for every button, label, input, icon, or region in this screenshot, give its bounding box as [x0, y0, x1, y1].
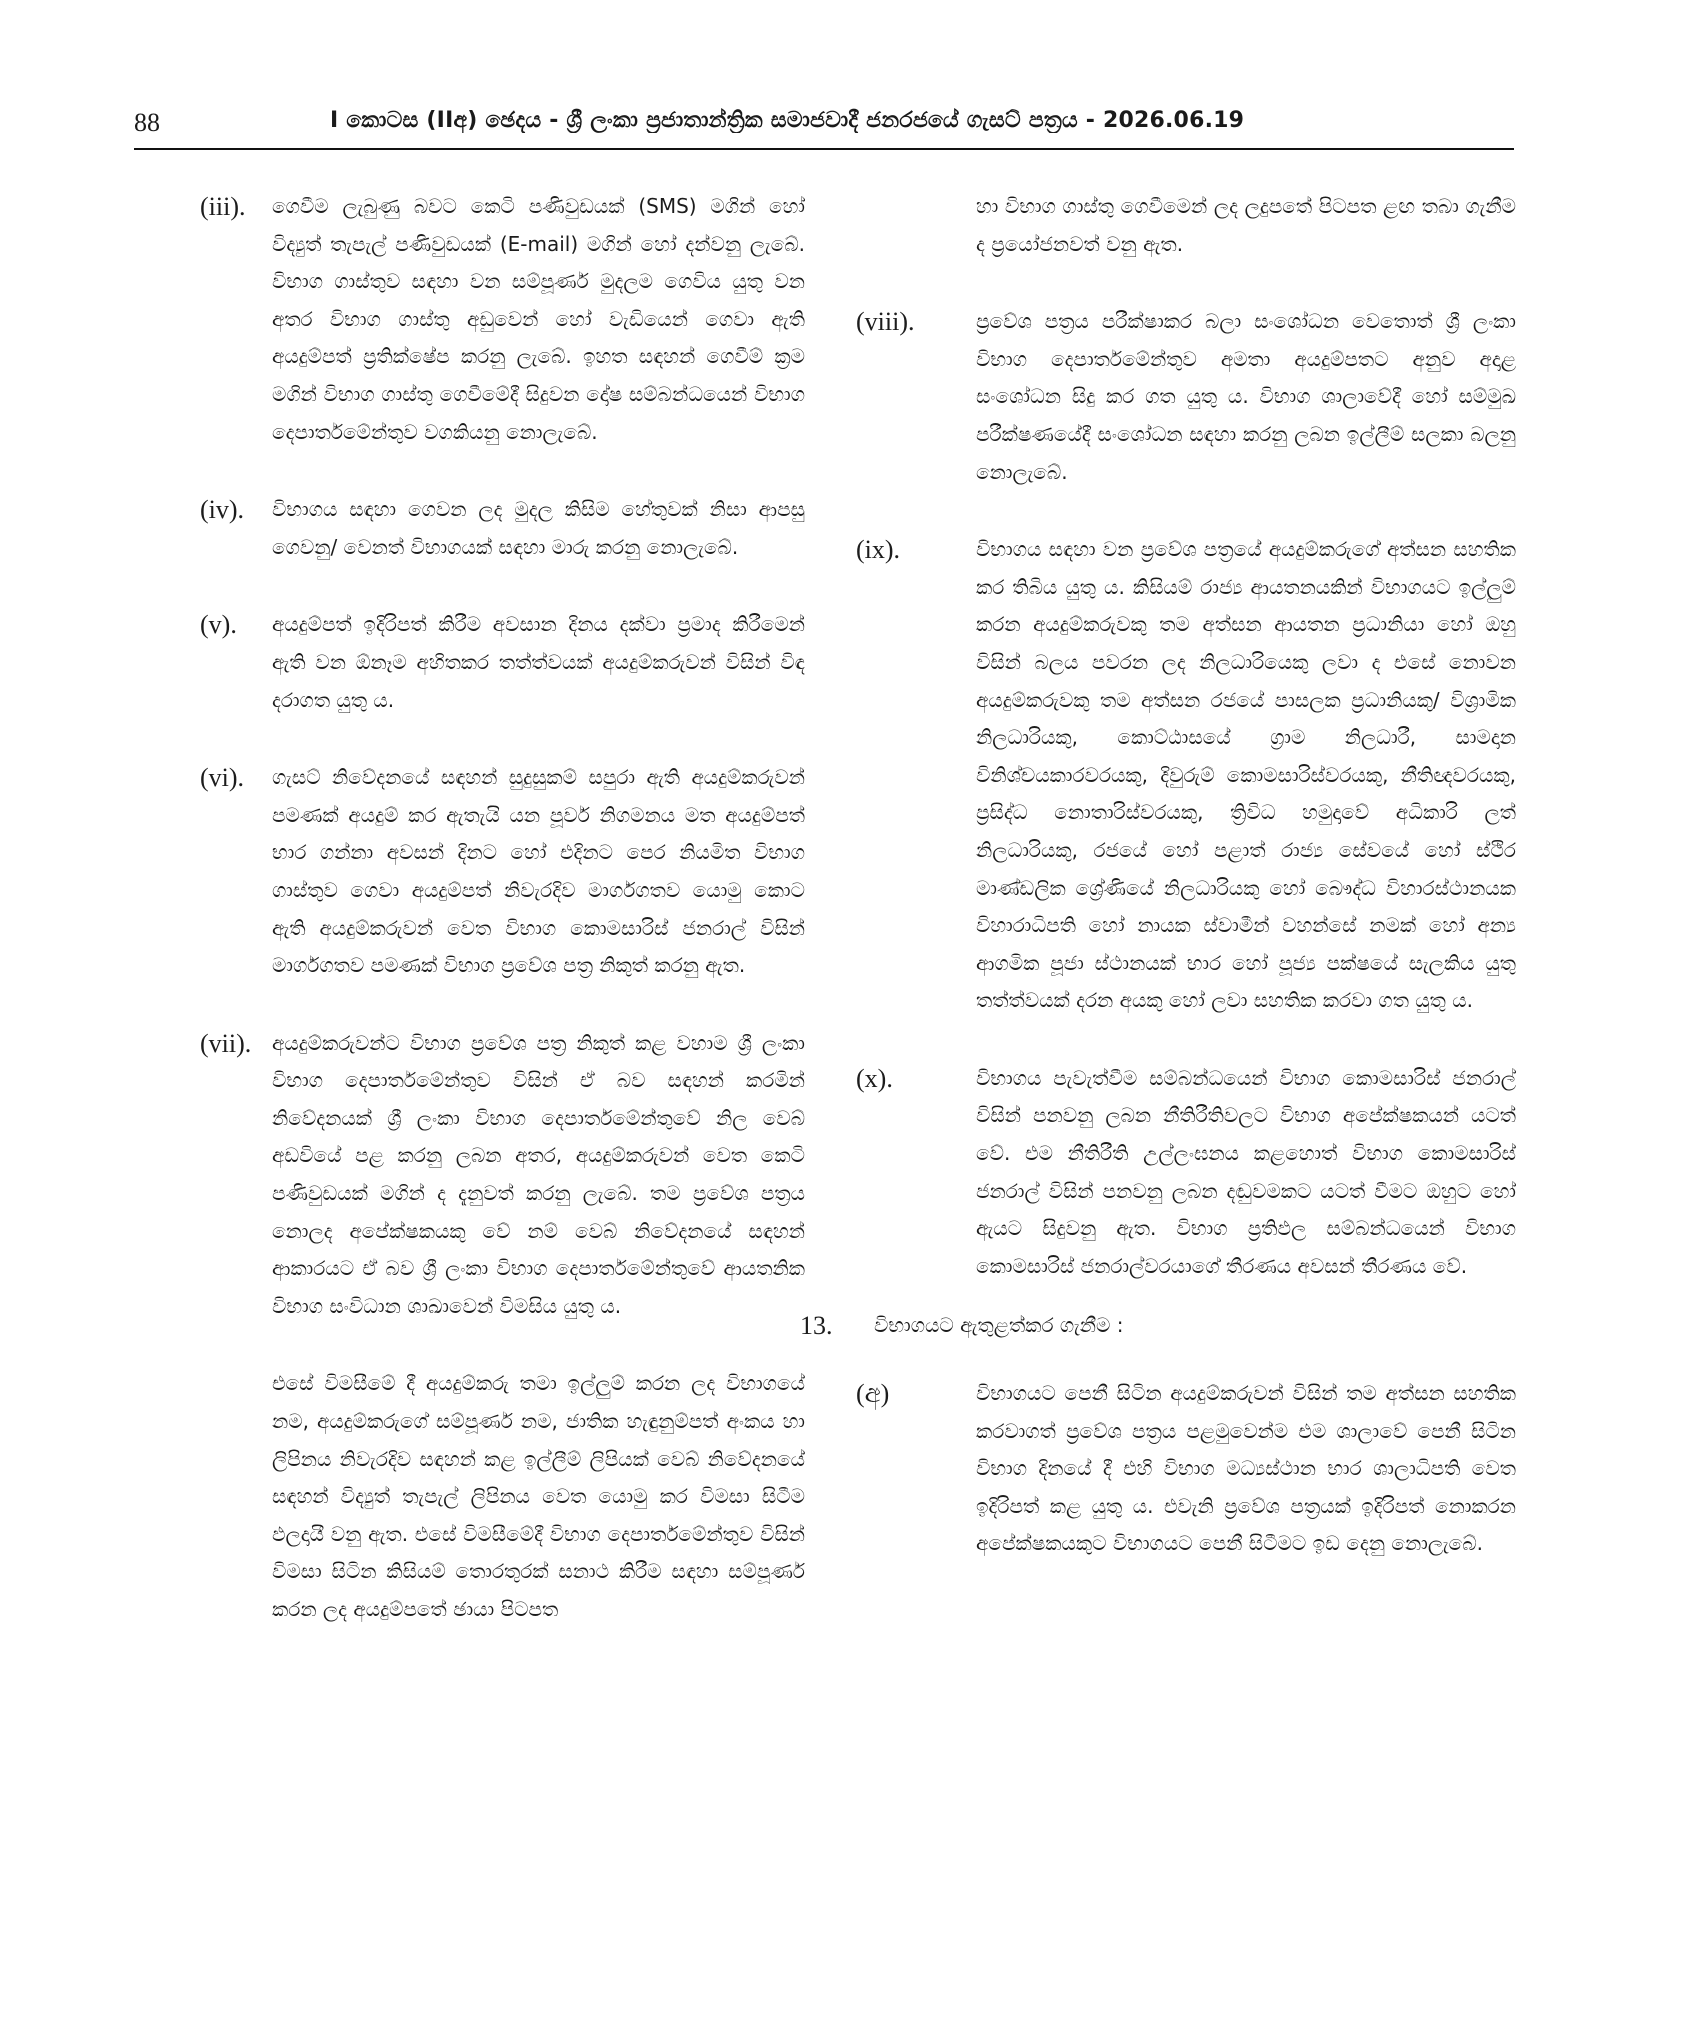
clause-v	[200, 606, 805, 719]
gazette-title: I කොටස (IIඅ) ඡෙදය - ශ්‍රී ලංකා ප්‍රජාතාන්ත්‍රික සමාජවාදී ජනරජයේ ගැසට් පත්‍රය - 2026.06.19	[330, 108, 1245, 133]
section-13-heading	[800, 1307, 1516, 1345]
clause-marker: (v).	[200, 610, 237, 640]
section-number: 13.	[800, 1311, 833, 1341]
clause-marker: (vi).	[200, 763, 245, 793]
clause-x	[856, 1060, 1516, 1286]
clause-a	[856, 1375, 1516, 1563]
left-column	[200, 188, 805, 1968]
header-rule	[134, 148, 1514, 150]
clause-text: ගෙවීම ලැබුණු බවට කෙටි පණිවුඩයක් (SMS) මගින් හෝ විද්‍යුත් තැපැල් පණිවුඩයක් (E-mail) මගින් හෝ දන්වනු ලැබේ. විභාග ගාස්තුව සඳහා වන සම්පූර්ණ මුදලම ගෙවිය යුතු වන අතර විභාග ගාස්තු අඩුවෙන් හෝ වැඩියෙන් ගෙවා ඇති අයදුම්පත් ප්‍රතික්ෂේප කරනු ලැබේ. ඉහත සඳහන් ගෙවීම් ක්‍රම මගින් විභාග ගාස්තු ගෙවීමේදී සිදුවන දෝෂ සම්බන්ධයෙන් විභාග දෙපාර්තමේන්තුව වගකියනු නොලැබේ.	[272, 194, 805, 444]
clause-text: ප්‍රවේශ පත්‍රය පරීක්ෂාකර බලා සංශෝධන වෙතොත් ශ්‍රී ලංකා විභාග දෙපාර්තමේන්තුව අමතා අයදුම්පතට අනුව අදාළ සංශෝධන සිදු කර ගත යුතු ය. විභාග ශාලාවේදී හෝ සම්මුඛ පරීක්ෂණයේදී සංශෝධන සඳහා කරනු ලබන ඉල්ලීම් සලකා බලනු නොලැබේ.	[976, 309, 1516, 484]
clause-text: ගැසට් නිවේදනයේ සඳහන් සුදුසුකම් සපුරා ඇති අයදුම්කරුවන් පමණක් අයදුම් කර ඇතැයි යන පූර්ව නිගමනය මත අයදුම්පත් භාර ගන්නා අවසන් දිනට හෝ එදිනට පෙර නියමිත විභාග ගාස්තුව ගෙවා අයදුම්පත් නිවැරදිව මාර්ගගතව යොමු කොට ඇති අයදුම්කරුවන් වෙත විභාග කොමසාරිස් ජනරාල් විසින් මාර්ගගතව පමණක් විභාග ප්‍රවේශ පත්‍ර නිකුත් කරනු ඇත.	[272, 765, 805, 978]
clause-vii-continued: එසේ විමසීමේ දී අයදුම්කරු තමා ඉල්ලුම් කරන ලද විභාගයේ නම, අයදුම්කරුගේ සම්පූර්ණ නම, ජාතික හැඳුනුම්පත් අංකය හා ලිපිනය නිවැරදිව සඳහන් කළ ඉල්ලීම් ලිපියක් වෙබ් නිවේදනයේ සඳහන් විද්‍යුත් තැපැල් ලිපිනය වෙත යොමු කර විමසා සිටීම ඵලදායී වනු ඇත. එසේ විමසීමේදී විභාග දෙපාර්තමේන්තුව විසින් විමසා සිටින කිසියම් තොරතුරක් සනාථ කිරීම සඳහා සම්පූර්ණ කරන ලද අයදුම්පතේ ඡායා පිටපත	[272, 1371, 805, 1621]
clause-iv	[200, 491, 805, 566]
page-number: 88	[134, 108, 160, 137]
clause-iii	[200, 188, 805, 451]
clause-vi	[200, 759, 805, 985]
clause-vii	[200, 1025, 805, 1326]
right-column	[800, 188, 1516, 1968]
clause-vii-end: හා විභාග ගාස්තු ගෙවීමෙන් ලද ලදුපතේ පිටපත ළඟ තබා ගැනීම ද ප්‍රයෝජනවත් වනු ඇත.	[976, 194, 1516, 256]
clause-marker: (iii).	[200, 192, 246, 221]
section-title: විභාගයට ඇතුළත්කර ගැනීම :	[874, 1313, 1124, 1338]
clause-marker: (vii).	[200, 1028, 252, 1058]
clause-ix	[856, 531, 1516, 1020]
clause-marker: (අ)	[856, 1379, 890, 1409]
clause-marker: (iv).	[200, 495, 245, 525]
clause-marker: (ix).	[856, 535, 901, 565]
page-header	[134, 108, 1514, 144]
clause-text: විභාගයට පෙනී සිටින අයදුම්කරුවන් විසින් තම අත්සන සහතික කරවාගත් ප්‍රවේශ පත්‍රය පළමුවෙන්ම එම ශාලාවේ පෙනී සිටින විභාග දිනයේ දී එහි විභාග මධ්‍යස්ථාන භාර ශාලාධිපති වෙත ඉදිරිපත් කළ යුතු ය. එවැනි ප්‍රවේශ පත්‍රයක් ඉදිරිපත් නොකරන අපේක්ෂකයකුට විභාගයට පෙනී සිටීමට ඉඩ දෙනු නොලැබේ.	[976, 1381, 1516, 1556]
clause-marker: (viii).	[856, 307, 915, 337]
clause-marker: (x).	[856, 1063, 893, 1093]
clause-text: අයදුම්කරුවන්ට විභාග ප්‍රවේශ පත්‍ර නිකුත් කළ වහාම ශ්‍රී ලංකා විභාග දෙපාර්තමේන්තුව විසින් ඒ බව සඳහන් කරමින් නිවේදනයක් ශ්‍රී ලංකා විභාග දෙපාර්තමේන්තුවේ නිල වෙබ් අඩවියේ පළ කරනු ලබන අතර, අයදුම්කරුවන් වෙත කෙටි පණිවුඩයක් මගින් ද දැනුවත් කරනු ලැබේ. තම ප්‍රවේශ පත්‍රය නොලද අපේක්ෂකයකු වේ නම් වෙබ් නිවේදනයේ සඳහන් ආකාරයට ඒ බව ශ්‍රී ලංකා විභාග දෙපාර්තමේන්තුවේ ආයතනික විභාග සංවිධාන ශාඛාවෙන් විමසිය යුතු ය.	[272, 1030, 805, 1318]
clause-text: විභාගය පැවැත්වීම සම්බන්ධයෙන් විභාග කොමසාරිස් ජනරාල් විසින් පනවනු ලබන නීතිරීතිවලට විභාග අපේක්ෂකයන් යටත් වේ. එම නීතිරීති උල්ලංඝනය කළහොත් විභාග කොමසාරිස් ජනරාල් විසින් පනවනු ලබන දඬුවමකට යටත් වීමට ඔහුට හෝ ඇයට සිදුවනු ඇත. විභාග ප්‍රතිඵල සම්බන්ධයෙන් විභාග කොමසාරිස් ජනරාල්වරයාගේ තීරණය අවසන් තීරණය වේ.	[976, 1065, 1516, 1278]
clause-text: අයදුම්පත් ඉදිරිපත් කිරීම අවසාන දිනය දක්වා ප්‍රමාද කිරීමෙන් ඇති වන ඕනෑම අහිතකර තත්ත්වයක් අයදුම්කරුවන් විසින් විඳ දරාගත යුතු ය.	[272, 612, 805, 712]
clause-viii	[856, 303, 1516, 491]
clause-text: විභාගය සඳහා ගෙවන ලද මුදල කිසිම හේතුවක් නිසා ආපසු ගෙවනු/ වෙනත් විභාගයක් සඳහා මාරු කරනු නොලැබේ.	[272, 497, 805, 559]
clause-text: විභාගය සඳහා වන ප්‍රවේශ පත්‍රයේ අයදුම්කරුගේ අත්සන සහතික කර තිබිය යුතු ය. කිසියම් රාජ්‍ය ආයතනයකින් විභාගයට ඉල්ලුම් කරන අයදුම්කරුවකු තම අත්සන ආයතන ප්‍රධානියා හෝ ඔහු විසින් බලය පවරන ලද නිලධාරියෙකු ලවා ද එසේ නොවන අයදුම්කරුවකු තම අත්සන රජයේ පාසලක ප්‍රධානියකු/ විශ්‍රාමික නිලධාරියකු, කොට්ඨාසයේ ග්‍රාම නිලධාරී, සාමදාන විනිශ්චයකාරවරයකු, දිවුරුම් කොමසාරිස්වරයකු, නීතිඥවරයකු, ප්‍රසිද්ධ නොතාරිස්වරයකු, ත්‍රිවිධ හමුදාවේ අධිකාරි ලත් නිලධාරියකු, රජයේ හෝ පළාත් රාජ්‍ය සේවයේ හෝ ස්ථිර මාණ්ඩලික ශ්‍රේණියේ නිලධාරියකු හෝ බෞද්ධ විහාරස්ථානයක විහාරාධිපති හෝ නායක ස්වාමීන් වහන්සේ නමක් හෝ අන්‍ය ආගමික පූජා ස්ථානයක් භාර හෝ පූජ්‍ය පක්ෂයේ සැලකිය යුතු තත්ත්වයක් දරන අයකු හෝ ලවා සහතික කරවා ගත යුතු ය.	[976, 537, 1516, 1013]
